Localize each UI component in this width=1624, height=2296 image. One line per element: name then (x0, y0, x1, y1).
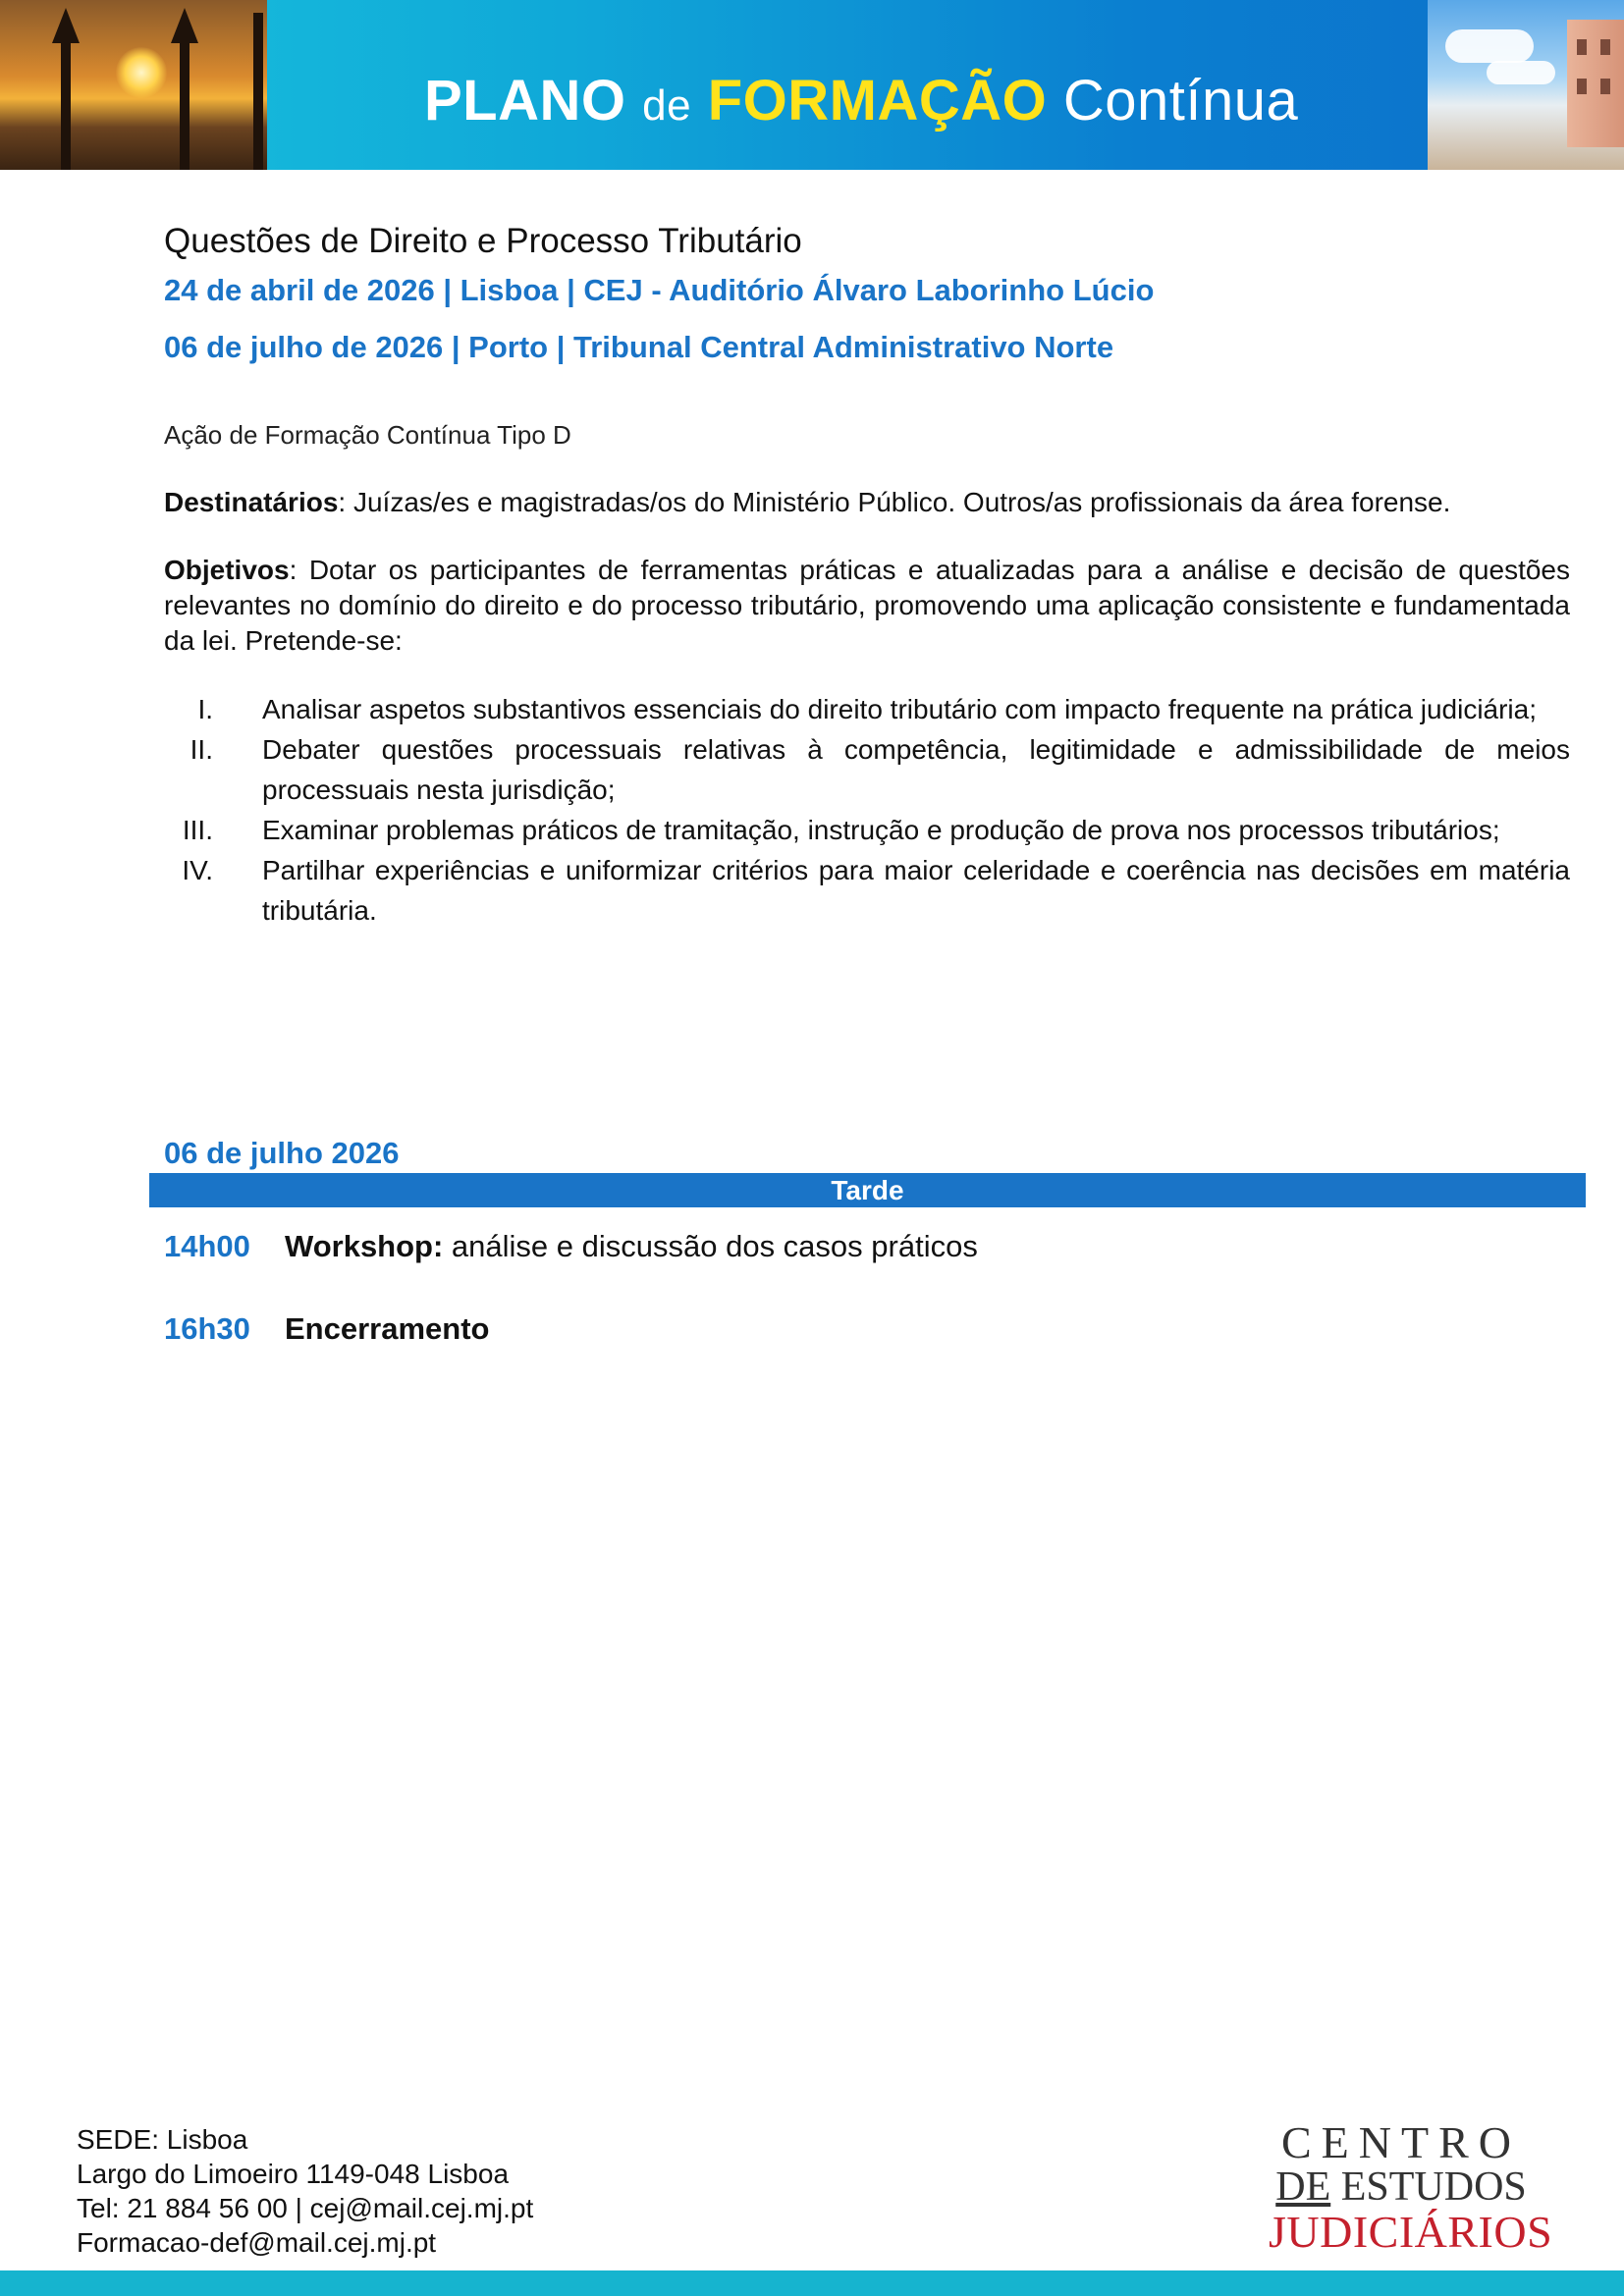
list-item-number: III. (182, 815, 213, 845)
objectives-label: Objetivos (164, 555, 290, 585)
schedule-period-bar: Tarde (149, 1173, 1586, 1207)
railing-post (180, 42, 189, 170)
schedule-time: 14h00 (164, 1229, 250, 1263)
list-item-number: IV. (182, 855, 213, 885)
logo-de: DE (1275, 2164, 1331, 2210)
list-item-text: Partilhar experiências e uniformizar critérios para maior celeridade e coerência nas decisões em matéria tributária. (262, 855, 1570, 926)
banner-title-continua: Contínua (1062, 69, 1299, 133)
footer-address-line: SEDE: Lisboa (77, 2124, 248, 2155)
banner-title-formacao: FORMAÇÃO (707, 69, 1048, 133)
list-item-number: I. (197, 694, 213, 724)
schedule-date: 06 de julho 2026 (164, 1136, 400, 1170)
course-type: Ação de Formação Contínua Tipo D (164, 420, 571, 450)
schedule-text (285, 1229, 978, 1264)
railing-spike-icon (171, 8, 198, 43)
list-item (164, 850, 1570, 931)
footer-address-line: Largo do Limoeiro 1149-048 Lisboa (77, 2159, 510, 2189)
logo-estudos: ESTUDOS (1330, 2164, 1527, 2210)
header-banner (0, 0, 1624, 170)
objectives-text: : Dotar os participantes de ferramentas práticas e atualizadas para a análise e decisão de questões relevantes no domínio do direito e do processo tributário, promovendo uma aplicação consistente e fundamentada da lei. Pretende-se: (164, 555, 1570, 656)
window-icon (1577, 39, 1587, 55)
list-item (164, 689, 1570, 729)
list-item (164, 810, 1570, 850)
window-icon (1577, 79, 1587, 94)
list-item-text: Debater questões processuais relativas à competência, legitimidade e admissibilidade de meios processuais nesta jurisdição; (262, 734, 1570, 805)
cloud-icon (1487, 61, 1555, 84)
schedule-label: Encerramento (285, 1311, 490, 1346)
tower-shape (1567, 20, 1624, 147)
cloud-icon (1445, 29, 1534, 63)
railing-spike-icon (52, 8, 80, 43)
audience-label: Destinatários (164, 487, 339, 517)
banner-title-de: de (642, 81, 692, 130)
list-item (164, 729, 1570, 810)
logo-line-estudos (1269, 2165, 1534, 2209)
objectives-list (164, 689, 1570, 931)
footer-bar (0, 2270, 1624, 2296)
schedule-time: 16h30 (164, 1311, 250, 1346)
schedule-description: análise e discussão dos casos práticos (443, 1229, 978, 1263)
sunset-photo (0, 0, 267, 170)
course-title: Questões de Direito e Processo Tributário (164, 222, 802, 260)
list-item-text: Analisar aspetos substantivos essenciais do direito tributário com impacto frequente na prática judiciária; (262, 694, 1538, 724)
railing-post (61, 42, 71, 170)
footer-email: Formacao-def@mail.cej.mj.pt (77, 2227, 437, 2258)
objectives-paragraph (164, 553, 1570, 659)
building-photo (1428, 0, 1624, 170)
audience-text: : Juízas/es e magistradas/os do Ministério Público. Outros/as profissionais da área forense. (338, 487, 1451, 517)
banner-title-plano: PLANO (424, 69, 626, 133)
logo-line-judiciarios: JUDICIÁRIOS (1269, 2207, 1553, 2257)
footer-address (77, 2122, 533, 2260)
logo-line-centro: CENTRO (1281, 2117, 1521, 2167)
course-date-lisboa: 24 de abril de 2026 | Lisboa | CEJ - Auditório Álvaro Laborinho Lúcio (164, 273, 1155, 307)
list-item-text: Examinar problemas práticos de tramitação, instrução e produção de prova nos processos tributários; (262, 815, 1500, 845)
course-date-porto: 06 de julho de 2026 | Porto | Tribunal Central Administrativo Norte (164, 330, 1114, 364)
list-item-number: II. (189, 734, 213, 765)
banner-title (424, 67, 1298, 140)
window-icon (1600, 79, 1610, 94)
footer-phone-email: Tel: 21 884 56 00 | cej@mail.cej.mj.pt (77, 2193, 534, 2223)
window-icon (1600, 39, 1610, 55)
cej-logo (1269, 2117, 1553, 2257)
schedule-text (285, 1311, 489, 1347)
sun-icon (116, 47, 167, 98)
schedule-label: Workshop: (285, 1229, 444, 1263)
railing-post (253, 13, 263, 170)
audience-paragraph (164, 485, 1570, 520)
